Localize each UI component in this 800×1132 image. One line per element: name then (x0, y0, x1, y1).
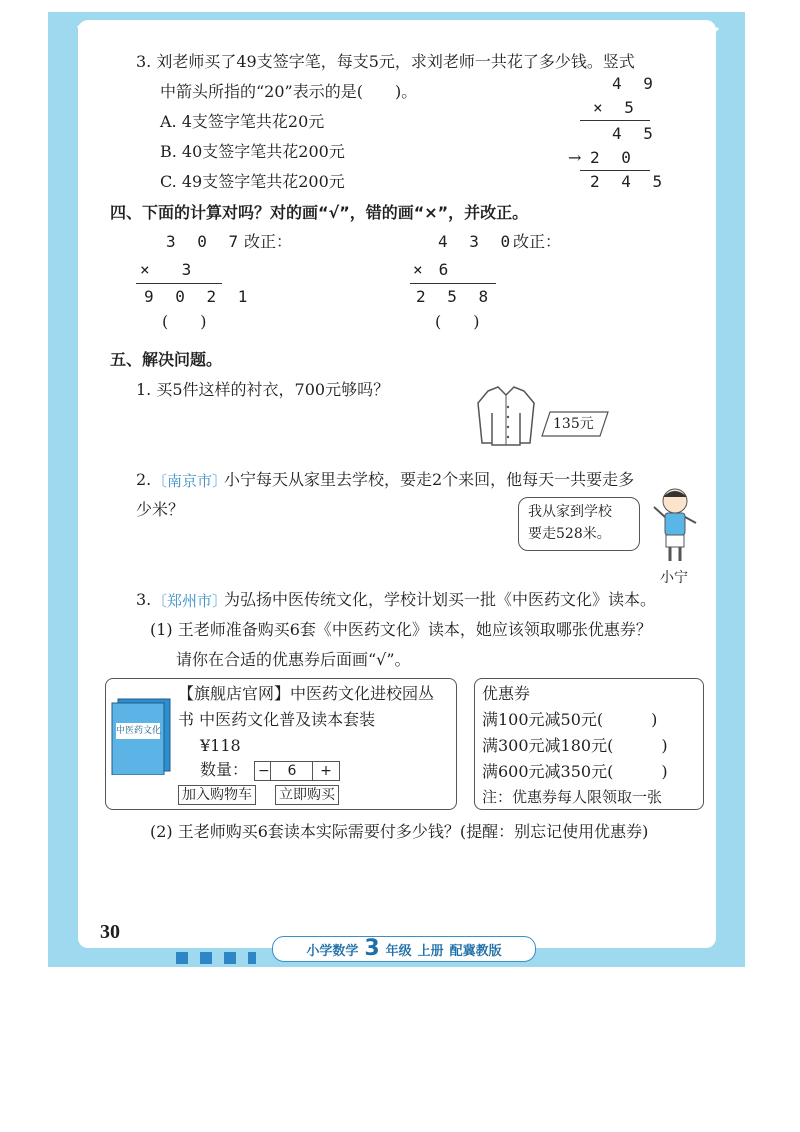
footer-subject: 小学数学 (306, 943, 359, 959)
q3-calc-row1: 4 5 (612, 124, 659, 143)
product-price: ¥118 (200, 736, 241, 755)
p1-text: 1. 买5件这样的衬衣，700元够吗？ (136, 380, 390, 399)
p3-subq1-line2: 请你在合适的优惠券后面画“√”。 (176, 650, 411, 669)
speech-bubble-line2: 要走528米。 (528, 526, 611, 542)
sec4-calc2-answer-paren[interactable]: ( ) (435, 312, 480, 331)
p3-subq1-line1: (1) 王老师准备购买6套《中医药文化》读本，她应该领取哪张优惠券？ (150, 620, 652, 639)
sec4-calc2-multiplier: × 6 (413, 260, 449, 279)
q3-text-line2: 中箭头所指的“20”表示的是( )。 (160, 82, 418, 101)
quantity-minus-button[interactable]: − (254, 761, 274, 781)
q3-option-a: A. 4支签字笔共花20元 (160, 112, 325, 131)
coupon-option-1[interactable]: 满100元减50元( ) (482, 710, 658, 729)
boy-character-icon (650, 485, 700, 565)
character-name: 小宁 (660, 570, 688, 586)
q3-calc-result: 2 4 5 (590, 172, 669, 191)
arrow-icon: → (568, 148, 582, 167)
coupon-option-2[interactable]: 满300元减180元( ) (482, 736, 668, 755)
shirt-price-tag: 135元 (553, 416, 594, 432)
footer-grade-number: 3 (364, 936, 380, 961)
add-to-cart-button[interactable]: 加入购物车 (178, 785, 256, 805)
quantity-label: 数量： (200, 760, 249, 779)
footer-volume: 上册 (417, 943, 444, 959)
product-title-line1: 【旗舰店官网】中医药文化进校园丛 (178, 684, 435, 703)
q3-calc-line2 (580, 170, 650, 171)
q3-calc-multiplier: × 5 (593, 98, 640, 117)
p2-text-line1: 小宁每天从家里去学校，要走2个来回，他每天一共要走多 (224, 470, 635, 489)
q3-calc-line1 (580, 120, 650, 121)
sec4-calc1-fix-label: 改正： (244, 232, 293, 251)
sec4-calc2-fix-label: 改正： (513, 232, 562, 251)
p2-text-line2: 少米？ (136, 500, 185, 519)
quantity-value[interactable]: 6 (270, 761, 314, 781)
sec4-calc1-top: 3 0 7 (166, 232, 245, 251)
coupon-title: 优惠券 (482, 684, 531, 703)
sec4-calc2-result: 2 5 8 (416, 287, 495, 306)
shirt-icon (474, 383, 538, 447)
speech-bubble-line1: 我从家到学校 (528, 504, 612, 520)
book-cover-title: 中医药文化 (116, 726, 162, 736)
footer-grade: 年级 (385, 943, 412, 959)
q3-option-b: B. 40支签字笔共花200元 (160, 142, 345, 161)
coupon-option-3[interactable]: 满600元减350元( ) (482, 762, 668, 781)
p3-number: 3. (136, 590, 152, 609)
q3-text-line1: 3. 刘老师买了49支签字笔，每支5元，求刘老师一共花了多少钱。竖式 (136, 52, 635, 71)
sec4-calc2-top: 4 3 0 (438, 232, 517, 251)
sec4-calc1-answer-paren[interactable]: ( ) (162, 312, 207, 331)
p2-region-tag: 〔南京市〕 (152, 472, 228, 490)
page-number: 30 (100, 921, 120, 943)
q3-calc-top: 4 9 (612, 74, 659, 93)
sec4-calc2-line (410, 283, 496, 284)
p3-region-tag: 〔郑州市〕 (152, 592, 228, 610)
coupon-note: 注：优惠券每人限领取一张 (482, 788, 663, 806)
sec4-calc1-result: 9 0 2 1 (144, 287, 254, 306)
p2-number: 2. (136, 470, 152, 489)
section4-title: 四、下面的计算对吗？对的画“√”，错的画“×”，并改正。 (110, 203, 529, 222)
footer-book-info (272, 936, 536, 962)
buy-now-button[interactable]: 立即购买 (275, 785, 339, 805)
product-title-line2: 书 中医药文化普及读本套装 (178, 710, 376, 729)
p3-text: 为弘扬中医传统文化，学校计划买一批《中医药文化》读本。 (224, 590, 657, 609)
q3-option-c: C. 49支签字笔共花200元 (160, 172, 345, 191)
p3-subq2: (2) 王老师购买6套读本实际需要付多少钱？(提醒：别忘记使用优惠券) (150, 822, 649, 841)
sec4-calc1-multiplier: × 3 (140, 260, 192, 279)
footer-edition: 配冀教版 (449, 943, 502, 959)
quantity-plus-button[interactable]: + (312, 761, 340, 781)
section5-title: 五、解决问题。 (110, 350, 223, 369)
sec4-calc1-line (136, 283, 222, 284)
q3-calc-row2: 2 0 (590, 148, 637, 167)
